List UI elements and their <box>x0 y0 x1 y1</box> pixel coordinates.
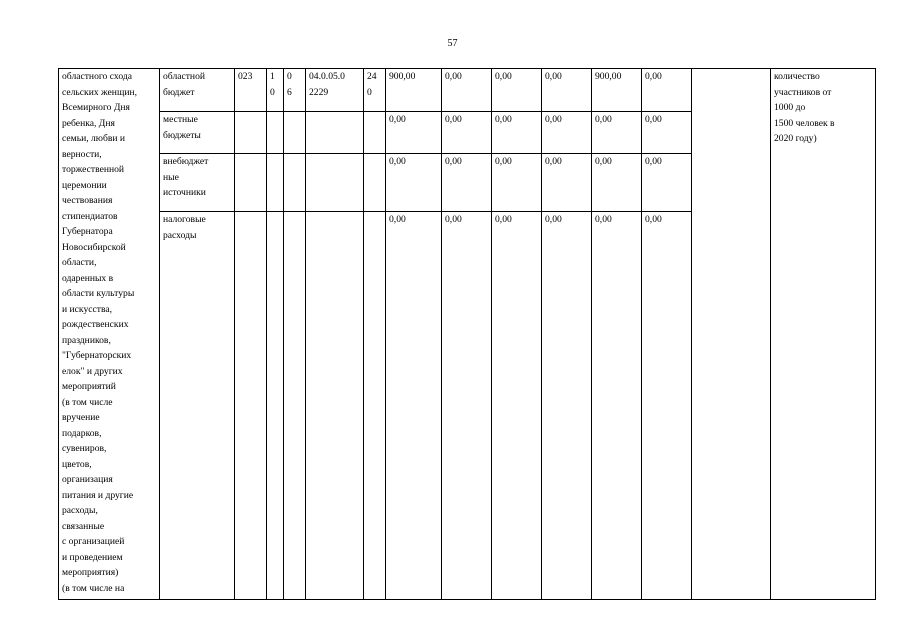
name-line: ные <box>163 171 179 183</box>
name-line: налоговые <box>163 214 206 226</box>
expected-result <box>774 69 872 147</box>
event-description-cell <box>59 69 160 600</box>
name-line: внебюджет <box>163 156 209 168</box>
description-line: сувениров, <box>62 443 107 454</box>
page-number: 57 <box>447 38 458 49</box>
description-line: мероприятий <box>62 381 116 392</box>
value-cell: 0,00 <box>592 112 642 154</box>
description-line: подарков, <box>62 427 102 439</box>
description-line: областного схода <box>62 71 132 82</box>
grbs-cell <box>235 112 267 154</box>
value-cell: 0,00 <box>592 154 642 212</box>
rz-line: 0 <box>270 86 275 98</box>
description-line: вручение <box>62 412 100 423</box>
pr-line: 0 <box>287 71 292 82</box>
value-cell: 0,00 <box>642 154 692 212</box>
description-line: рождественских <box>62 319 129 330</box>
value-cell: 0,00 <box>642 112 692 154</box>
grbs-code: 023 <box>238 71 253 82</box>
description-line: расходы, <box>62 505 98 516</box>
value-cell: 0,00 <box>492 212 542 600</box>
event-description <box>62 69 156 596</box>
value-cell: 0,00 <box>542 112 592 154</box>
grbs-cell <box>235 212 267 600</box>
result-line: 2020 году) <box>774 133 817 144</box>
value-cell: 0,00 <box>386 112 442 154</box>
name-line: бюджеты <box>163 129 201 141</box>
csr-cell <box>306 212 364 600</box>
name-line: областной <box>163 71 206 82</box>
description-line: области, <box>62 257 97 268</box>
value-cell: 0,00 <box>386 212 442 600</box>
name-line: местные <box>163 114 198 126</box>
value-cell: 0,00 <box>442 154 492 212</box>
description-line: сельских женщин, <box>62 86 137 98</box>
vr-line: 0 <box>367 86 372 98</box>
name-line: источники <box>163 187 206 199</box>
description-line: торжественной <box>62 164 125 175</box>
grbs-cell <box>235 154 267 212</box>
source-cell <box>160 212 235 600</box>
rz-cell <box>267 212 284 600</box>
result-line: количество <box>774 71 820 82</box>
description-line: цветов, <box>62 458 92 470</box>
description-line: области культуры <box>62 288 135 299</box>
value-cell: 0,00 <box>442 112 492 154</box>
value-cell: 0,00 <box>542 212 592 600</box>
value-cell: 0,00 <box>492 154 542 212</box>
description-line: связанные <box>62 520 105 532</box>
source-cell <box>160 154 235 212</box>
name-line: расходы <box>163 229 197 241</box>
description-line: стипендиатов <box>62 210 118 222</box>
expected-result-cell <box>771 69 876 600</box>
pr-line: 6 <box>287 86 292 98</box>
pr-cell <box>284 212 306 600</box>
value-cell: 0,00 <box>542 154 592 212</box>
description-line: одаренных в <box>62 272 114 284</box>
vr-cell <box>364 154 386 212</box>
pr-cell <box>284 69 306 112</box>
csr-line: 2229 <box>309 86 329 98</box>
csr-line: 04.0.05.0 <box>309 71 345 82</box>
description-line: "Губернаторских <box>62 350 132 361</box>
rz-cell <box>267 112 284 154</box>
table-row <box>59 69 876 112</box>
vr-cell <box>364 69 386 112</box>
source-cell <box>160 69 235 112</box>
description-line: праздников, <box>62 334 111 346</box>
description-line: ребенка, Дня <box>62 117 115 129</box>
result-line: 1000 до <box>774 102 806 113</box>
description-line: и искусства, <box>62 303 113 315</box>
value-cell: 0,00 <box>542 69 592 112</box>
result-line: участников от <box>774 86 832 98</box>
description-line: Новосибирской <box>62 241 126 253</box>
description-line: церемонии <box>62 179 107 191</box>
csr-cell <box>306 154 364 212</box>
description-line: Всемирного Дня <box>62 102 130 113</box>
description-line: (в том числе на <box>62 582 125 594</box>
description-line: елок" и других <box>62 365 123 377</box>
vr-cell <box>364 212 386 600</box>
value-cell: 0,00 <box>442 212 492 600</box>
description-line: Губернатора <box>62 226 113 237</box>
rz-cell <box>267 154 284 212</box>
description-line: чествования <box>62 195 113 206</box>
result-line: 1500 человек в <box>774 117 835 129</box>
pr-cell <box>284 154 306 212</box>
executor-cell <box>692 69 771 600</box>
description-line: организация <box>62 474 113 485</box>
description-line: верности, <box>62 148 102 160</box>
value-cell: 900,00 <box>386 69 442 112</box>
source-cell <box>160 112 235 154</box>
description-line: и проведением <box>62 551 123 563</box>
value-cell: 0,00 <box>492 69 542 112</box>
description-line: мероприятия) <box>62 567 119 578</box>
value-cell: 0,00 <box>592 212 642 600</box>
description-line: питания и другие <box>62 489 134 501</box>
pr-cell <box>284 112 306 154</box>
rz-line: 1 <box>270 71 275 82</box>
csr-cell <box>306 69 364 112</box>
name-line: бюджет <box>163 86 195 98</box>
vr-cell <box>364 112 386 154</box>
budget-table <box>58 68 876 600</box>
value-cell: 0,00 <box>642 212 692 600</box>
value-cell: 900,00 <box>592 69 642 112</box>
description-line: (в том числе <box>62 396 113 408</box>
rz-cell <box>267 69 284 112</box>
description-line: семьи, любви и <box>62 133 126 144</box>
value-cell: 0,00 <box>492 112 542 154</box>
value-cell: 0,00 <box>386 154 442 212</box>
csr-cell <box>306 112 364 154</box>
description-line: с организацией <box>62 536 125 547</box>
vr-line: 24 <box>367 71 377 82</box>
grbs-cell <box>235 69 267 112</box>
value-cell: 0,00 <box>442 69 492 112</box>
value-cell: 0,00 <box>642 69 692 112</box>
